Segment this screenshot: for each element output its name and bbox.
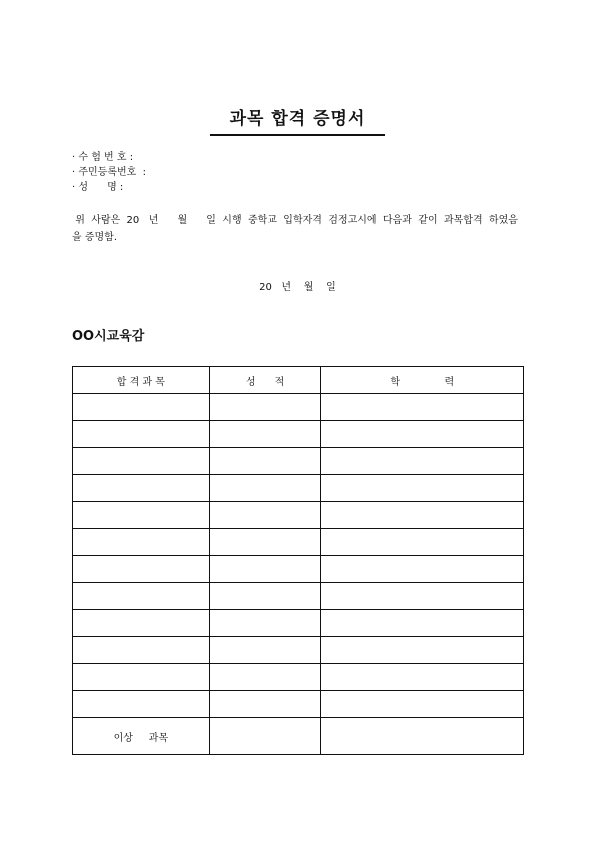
issuer-name: OO시교육감: [72, 329, 145, 344]
table-row: [73, 664, 524, 691]
table-cell: [73, 691, 210, 718]
table-row: [73, 529, 524, 556]
table-cell: [321, 691, 524, 718]
applicant-fields: [72, 150, 146, 195]
table-cell: [321, 637, 524, 664]
table-cell: [209, 556, 321, 583]
table-cell: [321, 475, 524, 502]
table-cell: [209, 718, 321, 755]
table-cell: [321, 529, 524, 556]
header-score: 성 적: [209, 367, 321, 394]
table-cell: [209, 394, 321, 421]
table-header-row: [73, 367, 524, 394]
table-cell: [321, 421, 524, 448]
table-row: [73, 556, 524, 583]
table-cell: [209, 502, 321, 529]
table-cell: [321, 502, 524, 529]
table-cell: [209, 610, 321, 637]
table-cell: [73, 475, 210, 502]
summary-label: 이상 과목: [73, 718, 210, 755]
issue-date: 20 년 월 일: [259, 282, 336, 293]
table-cell: [321, 583, 524, 610]
table-cell: [209, 583, 321, 610]
certification-statement: 위 사람은 20 년 월 일 시행 중학교 입학자격 검정고시에 다음과 같이 과목합격 하였음을 증명함.: [72, 215, 518, 243]
table-cell: [321, 610, 524, 637]
table-cell: [73, 421, 210, 448]
table-cell: [73, 637, 210, 664]
table-cell: [209, 529, 321, 556]
exam-number-field: · 수 험 번 호 :: [72, 152, 134, 163]
table-cell: [73, 556, 210, 583]
table-row: [73, 610, 524, 637]
table-cell: [73, 583, 210, 610]
header-subject: 합 격 과 목: [73, 367, 210, 394]
table-cell: [209, 664, 321, 691]
table-cell: [73, 529, 210, 556]
subject-grades-table: [72, 366, 524, 755]
table-cell: [209, 475, 321, 502]
name-field: · 성 명 :: [72, 182, 124, 193]
table-cell: [73, 502, 210, 529]
table-cell: [73, 610, 210, 637]
table-cell: [73, 664, 210, 691]
table-row: [73, 421, 524, 448]
table-cell: [209, 637, 321, 664]
table-cell: [73, 394, 210, 421]
table-cell: [321, 664, 524, 691]
document-title: 과목 합격 증명서: [210, 104, 385, 136]
table-cell: [209, 448, 321, 475]
table-cell: [321, 394, 524, 421]
table-row: [73, 583, 524, 610]
table-cell: [209, 691, 321, 718]
table-cell: [321, 556, 524, 583]
resident-number-field: · 주민등록번호 :: [72, 167, 147, 178]
table-row: [73, 394, 524, 421]
header-education: 학 력: [321, 367, 524, 394]
summary-row: [73, 718, 524, 755]
table-row: [73, 637, 524, 664]
table-cell: [321, 718, 524, 755]
table-cell: [209, 421, 321, 448]
table-cell: [73, 448, 210, 475]
table-row: [73, 502, 524, 529]
table-body: [73, 394, 524, 755]
table-row: [73, 475, 524, 502]
table-row: [73, 691, 524, 718]
table-row: [73, 448, 524, 475]
table-cell: [321, 448, 524, 475]
